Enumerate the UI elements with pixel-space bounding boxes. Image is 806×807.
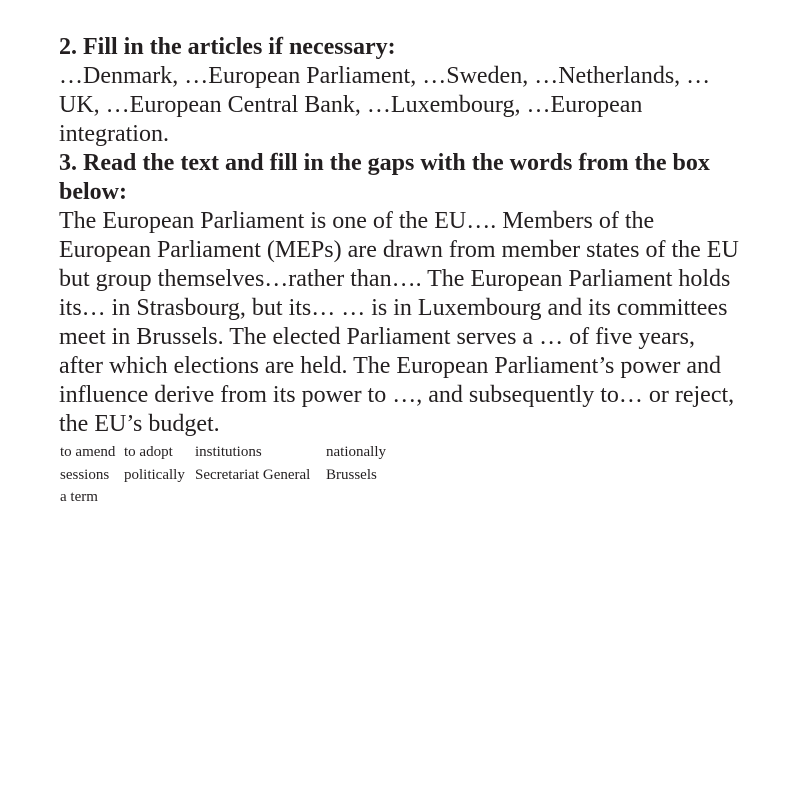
task3-text-line: European Parliament (MEPs) are drawn from member states of the EU — [59, 237, 739, 263]
word: to amend — [60, 444, 116, 460]
task3-heading: 3. Read the text and fill in the gaps with the words from the box — [59, 150, 710, 176]
word: Secretariat General — [195, 466, 311, 483]
task3-text-line: its… in Strasbourg, but its… … is in Luxembourg and its committees — [59, 295, 728, 321]
task2-heading: 2. Fill in the articles if necessary: — [59, 34, 396, 60]
word: sessions — [60, 466, 110, 483]
word: politically — [124, 466, 185, 483]
task3-text-line: meet in Brussels. The elected Parliament serves a … of five years, — [59, 324, 696, 350]
task3-text-line: The European Parliament is one of the EU…. Members of the — [59, 208, 655, 234]
document — [59, 33, 799, 439]
word: institutions — [195, 444, 262, 460]
word: a term — [60, 489, 98, 505]
task2-line: integration. — [59, 121, 169, 147]
word: nationally — [326, 444, 386, 460]
task3-text-line: but group themselves…rather than…. The European Parliament holds — [59, 266, 731, 292]
word: Brussels — [326, 466, 377, 483]
task2-line: UK, …European Central Bank, …Luxembourg, …European — [59, 92, 643, 118]
task2-line: …Denmark, …European Parliament, …Sweden, …Netherlands, … — [59, 63, 711, 89]
task3-text-line: the EU’s budget. — [59, 411, 220, 437]
task3-text-line: after which elections are held. The European Parliament’s power and — [59, 353, 721, 379]
word: to adopt — [124, 444, 173, 460]
task3-text-line: influence derive from its power to …, and subsequently to… or reject, — [59, 382, 735, 408]
task3-heading: below: — [59, 179, 127, 205]
